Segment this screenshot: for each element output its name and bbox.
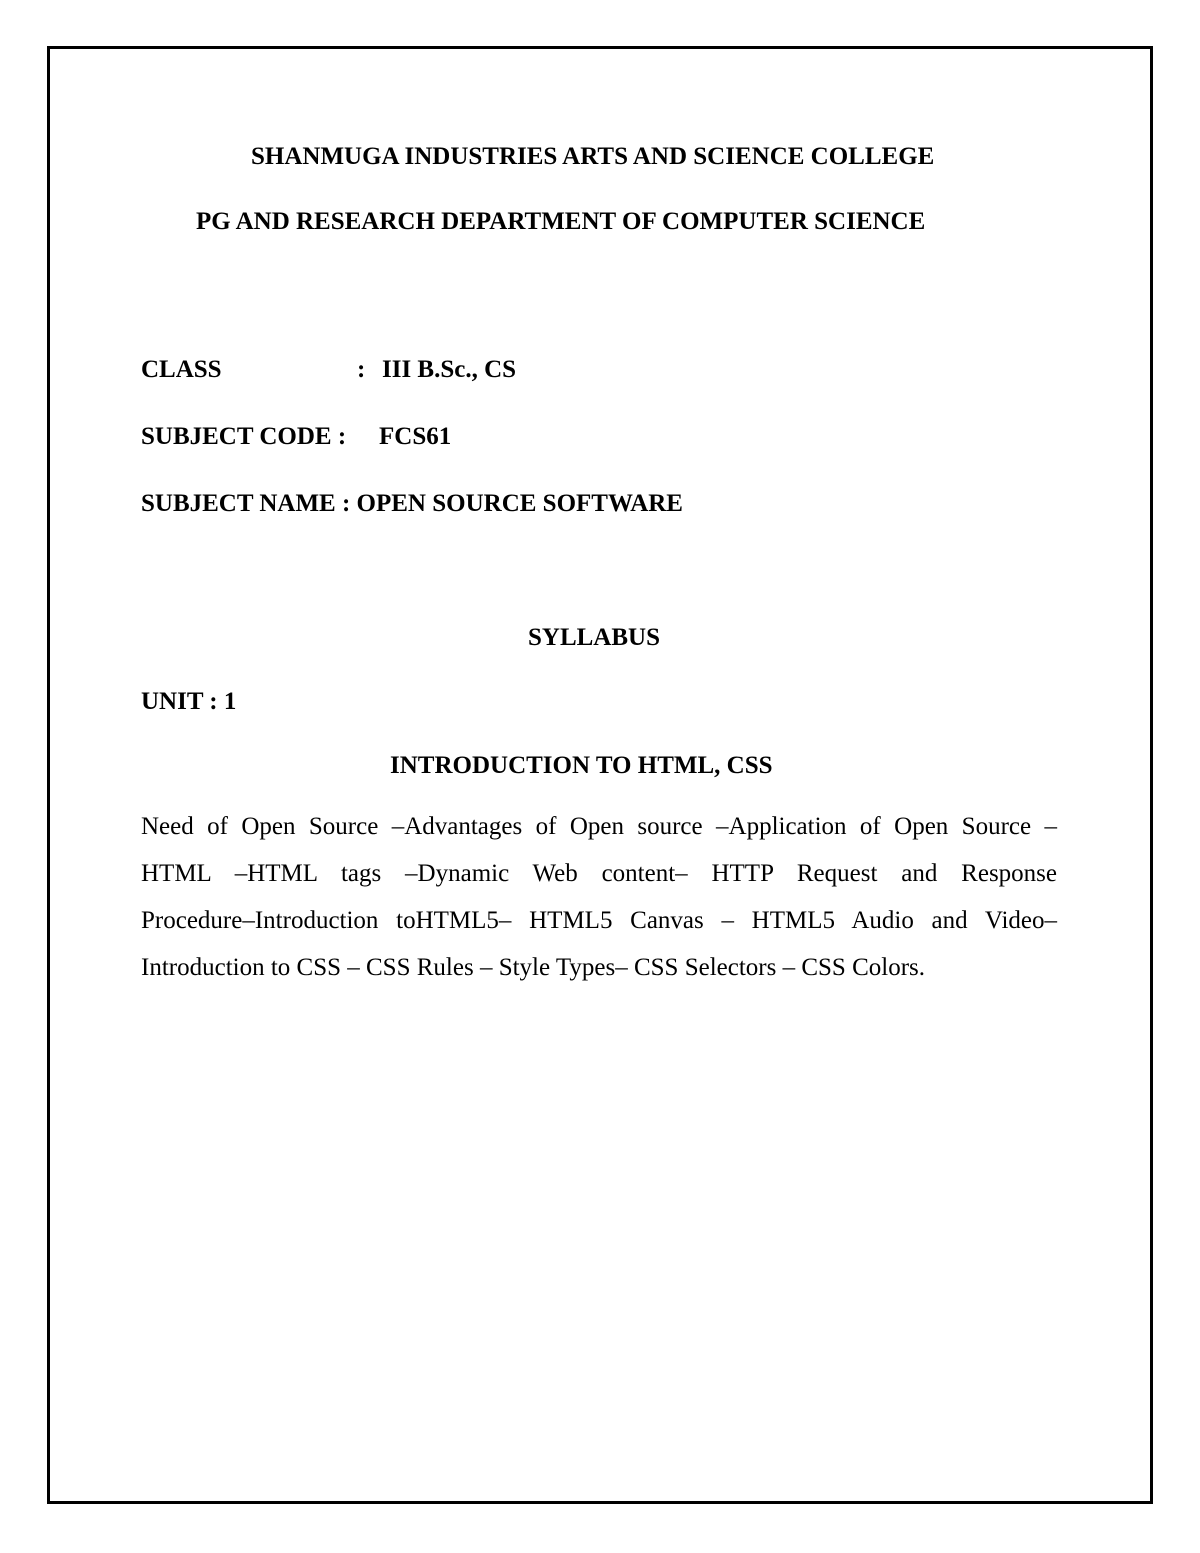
- class-colon: :: [357, 356, 366, 383]
- unit-content-line: Procedure–Introduction toHTML5– HTML5 Canvas – HTML5 Audio and Video–: [141, 907, 1057, 934]
- class-label: CLASS: [141, 356, 222, 383]
- unit-title: INTRODUCTION TO HTML, CSS: [390, 752, 773, 779]
- unit-content-line: Introduction to CSS – CSS Rules – Style Types– CSS Selectors – CSS Colors.: [141, 954, 926, 981]
- unit-content: [141, 803, 1057, 991]
- syllabus-heading: SYLLABUS: [528, 624, 660, 651]
- class-value: III B.Sc., CS: [382, 356, 517, 383]
- unit-content-line: HTML –HTML tags –Dynamic Web content– HTTP Request and Response: [141, 860, 1057, 887]
- unit-content-line: Need of Open Source –Advantages of Open source –Application of Open Source –: [141, 813, 1057, 840]
- subject-code-value: FCS61: [379, 423, 452, 450]
- unit-label: UNIT : 1: [141, 688, 237, 715]
- department-name: PG AND RESEARCH DEPARTMENT OF COMPUTER SCIENCE: [196, 208, 926, 235]
- subject-name-line: SUBJECT NAME : OPEN SOURCE SOFTWARE: [141, 490, 683, 517]
- subject-code-label: SUBJECT CODE :: [141, 423, 347, 450]
- college-name: SHANMUGA INDUSTRIES ARTS AND SCIENCE COLLEGE: [251, 143, 935, 170]
